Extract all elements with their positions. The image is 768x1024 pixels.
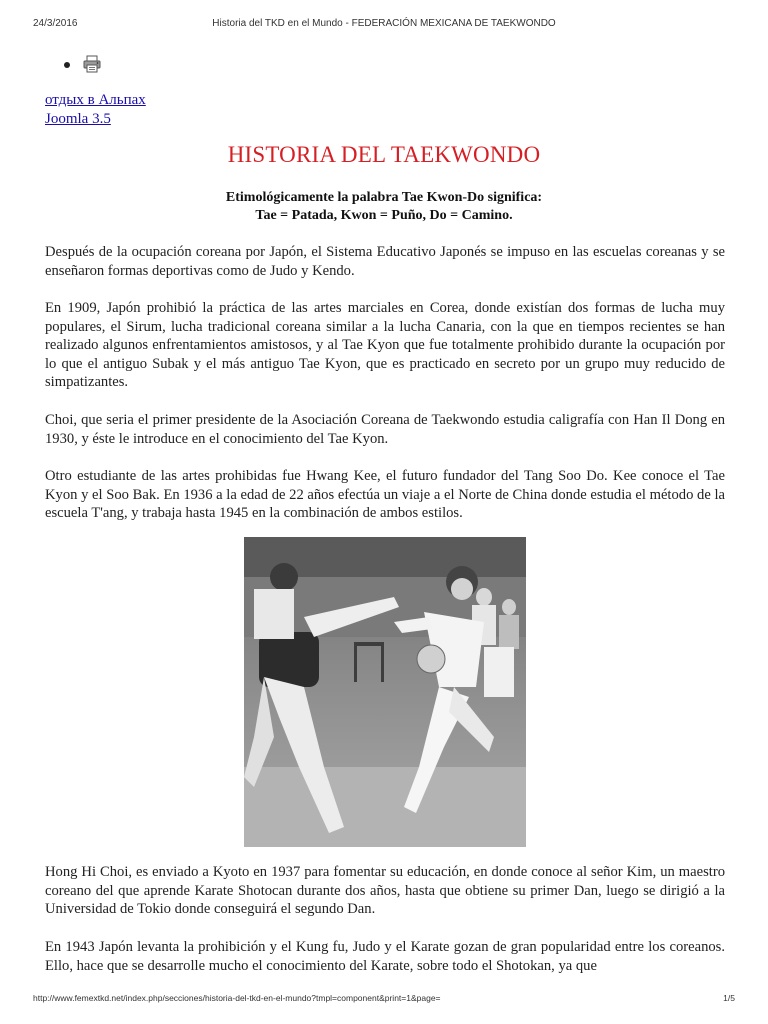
etymology-line-1: Etimológicamente la palabra Tae Kwon-Do significa: (225, 190, 543, 205)
link-alps[interactable]: отдых в Альпах (45, 92, 146, 108)
print-title: Historia del TKD en el Mundo - FEDERACIÓN MEXICANA DE TAEKWONDO (212, 18, 556, 29)
paragraph-4: Otro estudiante de las artes prohibidas fue Hwang Kee, el futuro fundador del Tang Soo Do. Kee conoce el Tae Kyon y el Soo Bak. En 1936 a la edad de 22 años efectúa un viaje a el Norte de China donde estudia el método de la escuela T'ang, y trabaja hasta 1945 en la combinación de ambos estilos. (45, 468, 725, 522)
printer-icon[interactable] (82, 54, 102, 74)
paragraph-5: Hong Hi Choi, es enviado a Kyoto en 1937 para fomentar su educación, en donde conoce al señor Kim, un maestro coreano del que aprende Karate Shotocan durante dos años, hasta que obtiene su primer Dan, luego se dirigió a la Universidad de Tokio donde conseguirá el segundo Dan. (45, 864, 725, 918)
list-bullet (64, 62, 70, 68)
link-joomla[interactable]: Joomla 3.5 (45, 111, 111, 127)
paragraph-2: En 1909, Japón prohibió la práctica de las artes marciales en Corea, donde existían dos formas de lucha muy populares, el Sirum, lucha tradicional coreana similar a la lucha Canaria, con la que en tiempos recientes se han realizado algunos enfrentamientos amistosos, y al Tae Kyon que fue totalmente prohibido durante la ocupación por lo que el antiguo Subak y el más antiguo Tae Kyon, que es practicado en secreto por un grupo muy reducido de simpatizantes. (45, 300, 725, 391)
page-number: 1/5 (723, 993, 735, 1003)
paragraph-3: Choi, que seria el primer presidente de la Asociación Coreana de Taekwondo estudia caligrafía con Han Il Dong en 1930, y éste le introduce en el conocimiento del Tae Kyon. (45, 412, 725, 447)
print-date: 24/3/2016 (33, 18, 78, 29)
article-title: HISTORIA DEL TAEKWONDO (227, 142, 541, 167)
external-links (45, 91, 146, 129)
paragraph-6: En 1943 Japón levanta la prohibición y el Kung fu, Judo y el Karate gozan de gran popularidad entre los coreanos. Ello, hace que se desarrolle mucho el conocimiento del Karate, sobre todo el Shotokan, ya que (45, 939, 725, 974)
taekwondo-photo (244, 537, 526, 847)
footer-url: http://www.femextkd.net/index.php/secciones/historia-del-tkd-en-el-mundo?tmpl=component&print=1&page= (33, 993, 441, 1003)
print-header (0, 18, 768, 32)
print-footer (0, 993, 768, 1007)
etymology-line-2: Tae = Patada, Kwon = Puño, Do = Camino. (255, 208, 513, 223)
etymology (0, 189, 768, 225)
paragraph-1: Después de la ocupación coreana por Japón, el Sistema Educativo Japonés se impuso en las escuelas coreanas y se enseñaron formas deportivas como de Judo y Kendo. (45, 244, 725, 279)
